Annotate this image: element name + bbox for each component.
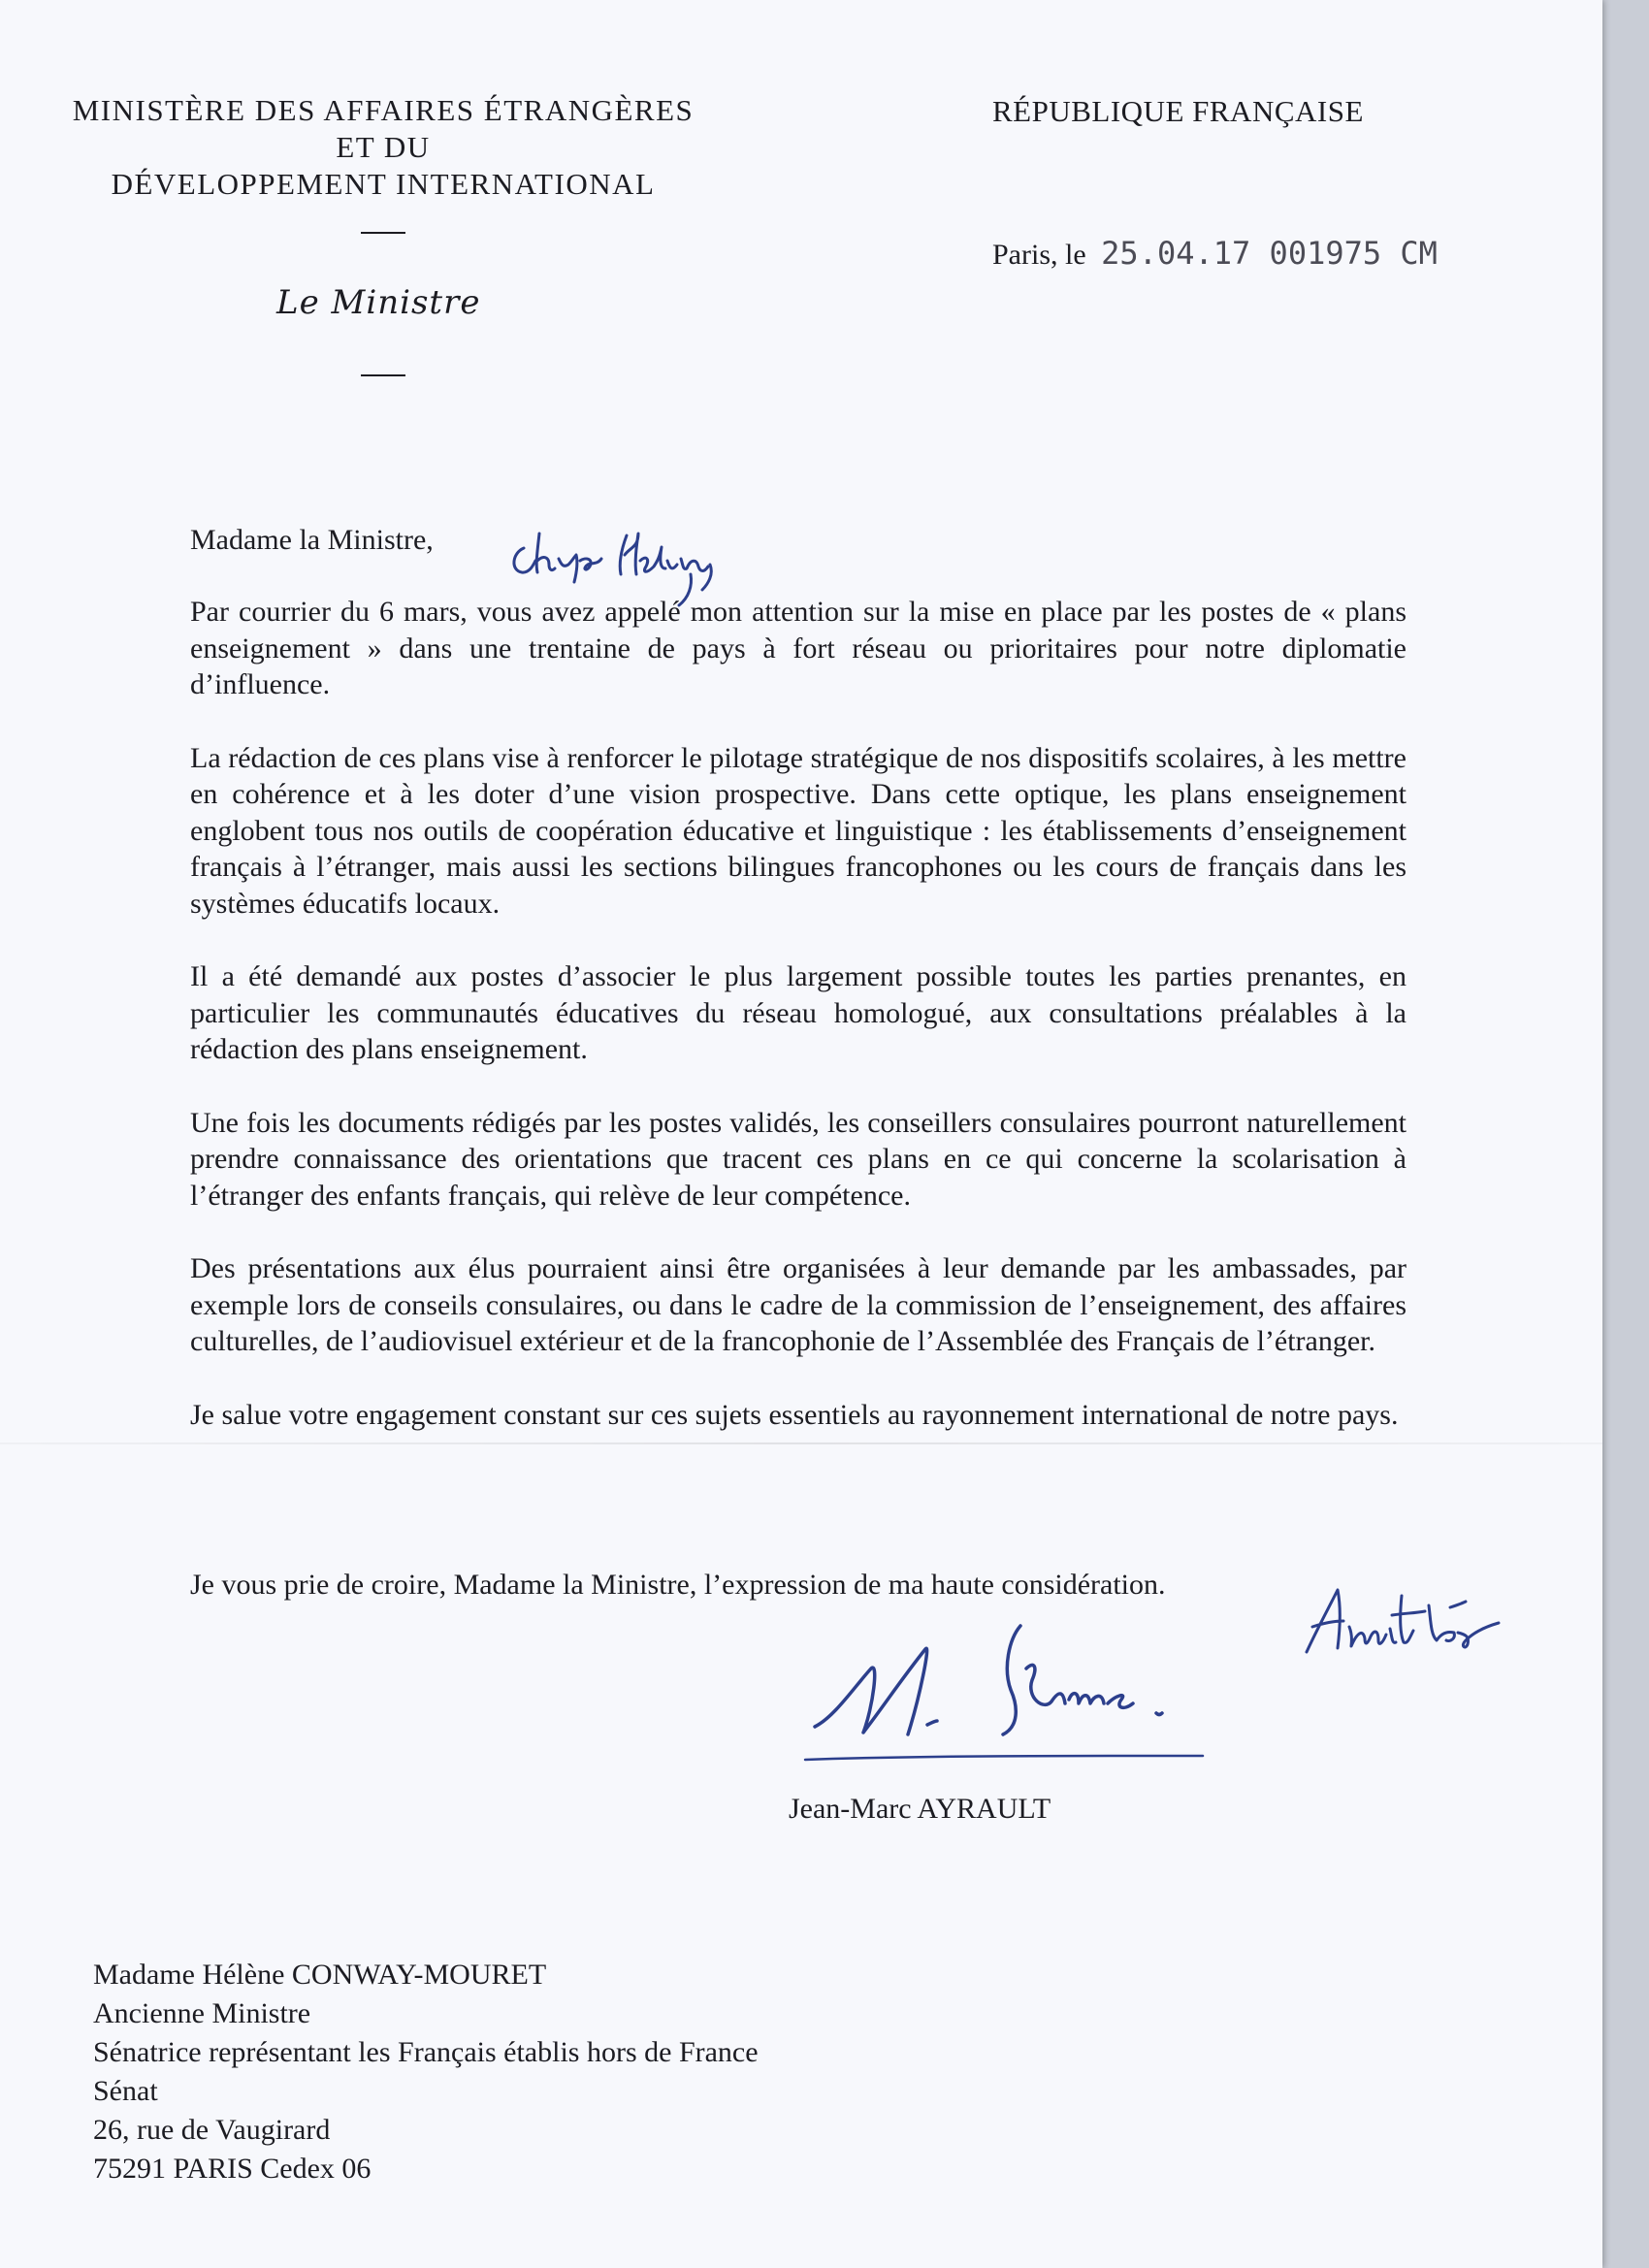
header-divider-top [361,232,405,234]
ministry-line-3: DÉVELOPPEMENT INTERNATIONAL [111,167,656,201]
body-paragraph-1: Par courrier du 6 mars, vous avez appelé mon attention sur la mise en place par les postes de « plans enseignement » dans une trentaine de pays à fort réseau ou prioritaires pour notre diplomatie d’influence. [190,596,1406,700]
place-label: Paris, le [992,239,1086,271]
recipient-line-1: Madame Hélène CONWAY-MOURET [93,1959,547,1991]
handwritten-closing [1295,1576,1528,1664]
date-stamp: 25.04.17 001975 CM [1101,235,1438,272]
date-line [992,235,1438,272]
signatory-name: Jean-Marc AYRAULT [789,1793,1051,1825]
body-paragraph-2: La rédaction de ces plans vise à renforcer le pilotage stratégique de nos dispositifs scolaires, à les mettre en cohérence et à les doter d’une vision prospective. Dans cette optique, les plans enseignement englobent tous nos outils de coopération éducative et linguistique : les établissements d’enseignement français à l’étranger, mais aussi les sections bilingues francophones ou les cours de français dans les systèmes éducatifs locaux. [190,741,1406,920]
ministry-header [39,92,728,203]
recipient-line-5: 26, rue de Vaugirard [93,2114,331,2146]
header-divider-bottom [361,374,405,376]
letter-body [190,594,1406,1470]
salutation: Madame la Ministre, [190,524,434,556]
recipient-line-4: Sénat [93,2075,158,2107]
signature [795,1610,1222,1775]
recipient-line-2: Ancienne Ministre [93,1997,311,2029]
recipient-line-6: 75291 PARIS Cedex 06 [93,2153,372,2185]
republic-header: RÉPUBLIQUE FRANÇAISE [992,94,1364,128]
ministry-line-1: MINISTÈRE DES AFFAIRES ÉTRANGÈRES [72,93,695,127]
ministry-line-2: ET DU [336,130,431,164]
closing-formula: Je vous prie de croire, Madame la Ministre, l’expression de ma haute considération. [190,1569,1166,1601]
body-paragraph-5: Des présentations aux élus pourraient ainsi être organisées à leur demande par les ambassades, par exemple lors de conseils consulaires, ou dans le cadre de la commission de l’enseignement, des affaires culturelles, de l’audiovisuel extérieur et de la francophonie de l’Assemblée des Français de l’étranger. [190,1252,1406,1357]
body-paragraph-3: Il a été demandé aux postes d’associer le plus largement possible toutes les parties prenantes, en particulier les communautés éducatives du réseau homologué, aux consultations préalables à la rédaction des plans enseignement. [190,960,1406,1065]
body-paragraph-6: Je salue votre engagement constant sur ces sujets essentiels au rayonnement international de notre pays. [190,1398,1399,1431]
body-paragraph-4: Une fois les documents rédigés par les postes validés, les conseillers consulaires pourront naturellement prendre connaissance des orientations que tracent ces plans en ce qui concerne la scolarisation à l’étranger des enfants français, qui relève de leur compétence. [190,1106,1406,1212]
office-title: Le Ministre [276,283,481,322]
recipient-line-3: Sénatrice représentant les Français établis hors de France [93,2036,759,2068]
recipient-address [93,1956,759,2188]
